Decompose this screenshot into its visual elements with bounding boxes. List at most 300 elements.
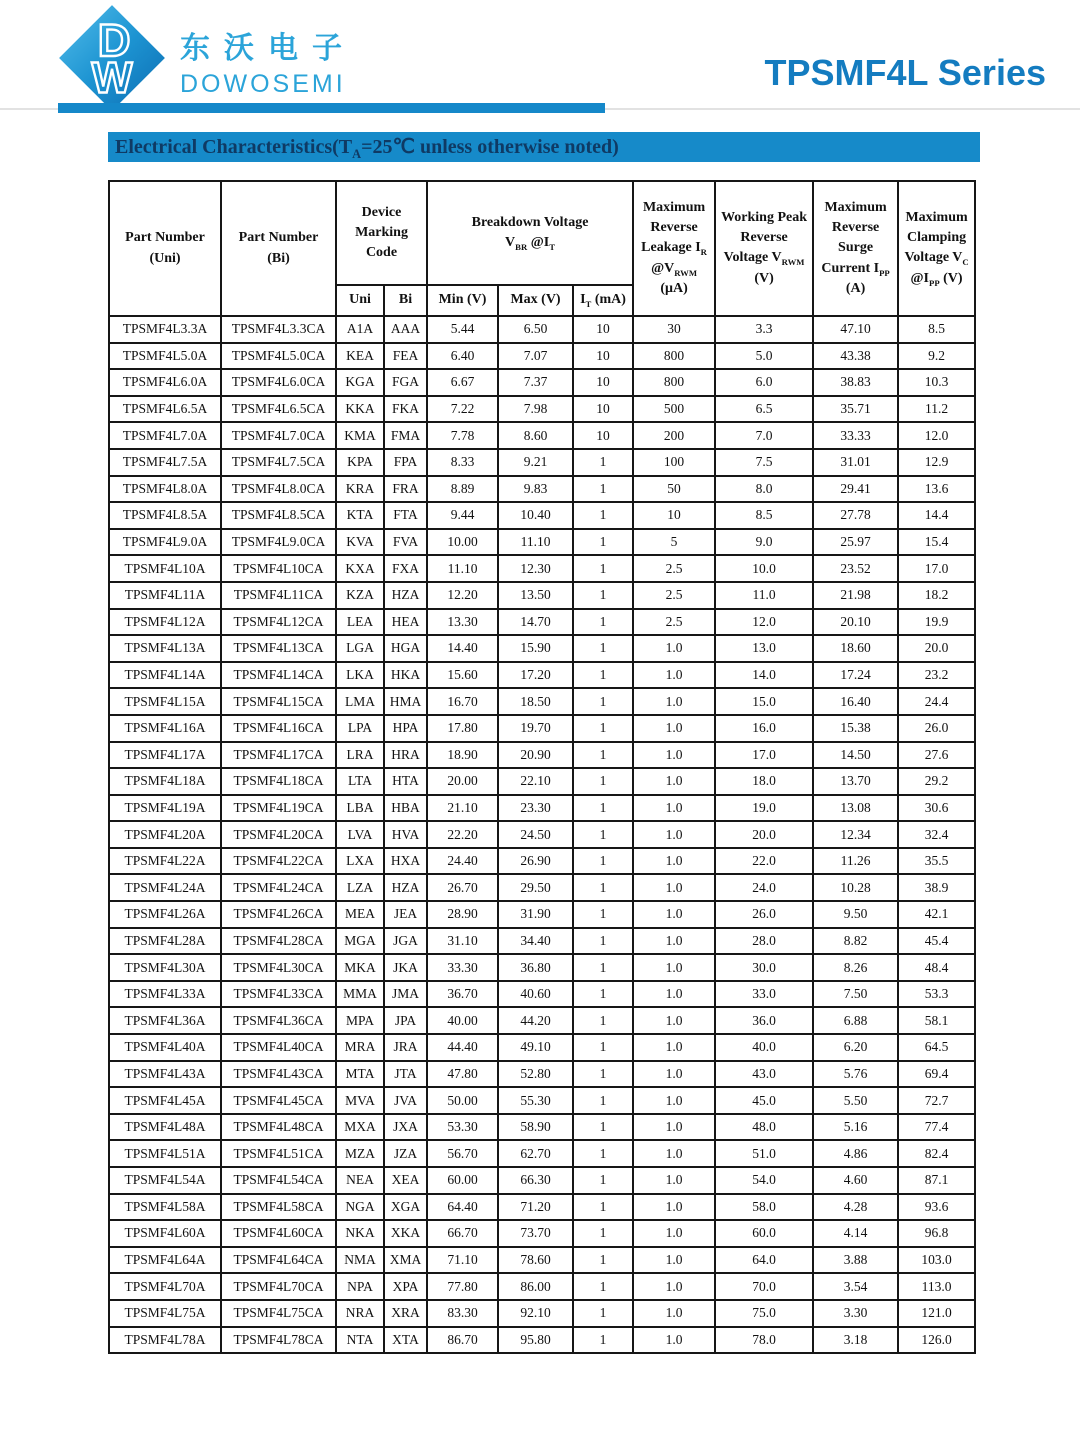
cell-ir-leakage: 1.0 (633, 1034, 715, 1061)
cell-ipp-surge: 3.54 (813, 1273, 898, 1300)
subcol-header-it-ma: $I_T$ (mA) (573, 285, 633, 316)
cell-vrwm: 64.0 (715, 1247, 813, 1274)
cell-vbr-min: 36.70 (427, 981, 498, 1008)
cell-vc-clamping: 23.2 (898, 662, 975, 689)
cell-ir-leakage: 1.0 (633, 688, 715, 715)
cell-marking-uni: MGA (336, 928, 384, 955)
cell-ir-leakage: 1.0 (633, 1167, 715, 1194)
logo-letter-w: W (91, 54, 133, 103)
cell-ir-leakage: 800 (633, 343, 715, 370)
table-row (109, 1061, 975, 1088)
cell-ipp-surge: 6.88 (813, 1007, 898, 1034)
cell-vbr-max: 15.90 (498, 635, 573, 662)
cell-vc-clamping: 69.4 (898, 1061, 975, 1088)
cell-marking-uni: MZA (336, 1140, 384, 1167)
table-row (109, 768, 975, 795)
cell-part-number-uni: TPSMF4L54A (109, 1167, 221, 1194)
cell-vbr-min: 53.30 (427, 1114, 498, 1141)
cell-marking-uni: A1A (336, 316, 384, 343)
cell-vc-clamping: 42.1 (898, 901, 975, 928)
cell-vbr-min: 28.90 (427, 901, 498, 928)
cell-vrwm: 10.0 (715, 555, 813, 582)
cell-marking-bi: XMA (384, 1247, 427, 1274)
cell-vbr-min: 13.30 (427, 609, 498, 636)
cell-vbr-min: 20.00 (427, 768, 498, 795)
cell-vbr-max: 24.50 (498, 821, 573, 848)
cell-ir-leakage: 800 (633, 369, 715, 396)
cell-vbr-max: 86.00 (498, 1273, 573, 1300)
subcol-header-marking-bi: Bi (384, 285, 427, 316)
cell-it-ma: 1 (573, 1034, 633, 1061)
cell-ir-leakage: 2.5 (633, 609, 715, 636)
cell-ir-leakage: 1.0 (633, 742, 715, 769)
cell-vbr-max: 62.70 (498, 1140, 573, 1167)
cell-vc-clamping: 17.0 (898, 555, 975, 582)
cell-vc-clamping: 58.1 (898, 1007, 975, 1034)
table-row (109, 1167, 975, 1194)
cell-vrwm: 11.0 (715, 582, 813, 609)
cell-vbr-max: 19.70 (498, 715, 573, 742)
cell-part-number-uni: TPSMF4L12A (109, 609, 221, 636)
cell-vrwm: 6.0 (715, 369, 813, 396)
cell-ipp-surge: 5.50 (813, 1087, 898, 1114)
cell-ipp-surge: 3.18 (813, 1327, 898, 1354)
cell-vbr-min: 60.00 (427, 1167, 498, 1194)
cell-ipp-surge: 8.82 (813, 928, 898, 955)
cell-it-ma: 10 (573, 343, 633, 370)
cell-it-ma: 1 (573, 1273, 633, 1300)
cell-part-number-bi: TPSMF4L19CA (221, 795, 336, 822)
cell-marking-uni: LRA (336, 742, 384, 769)
cell-marking-bi: XTA (384, 1327, 427, 1354)
cell-part-number-uni: TPSMF4L33A (109, 981, 221, 1008)
cell-vrwm: 6.5 (715, 396, 813, 423)
cell-it-ma: 1 (573, 954, 633, 981)
cell-vbr-max: 55.30 (498, 1087, 573, 1114)
cell-part-number-bi: TPSMF4L33CA (221, 981, 336, 1008)
cell-marking-uni: MXA (336, 1114, 384, 1141)
cell-ipp-surge: 4.86 (813, 1140, 898, 1167)
cell-part-number-bi: TPSMF4L12CA (221, 609, 336, 636)
cell-ir-leakage: 200 (633, 422, 715, 449)
cell-marking-uni: LKA (336, 662, 384, 689)
table-row (109, 662, 975, 689)
cell-marking-uni: KEA (336, 343, 384, 370)
cell-marking-uni: MKA (336, 954, 384, 981)
cell-ipp-surge: 33.33 (813, 422, 898, 449)
cell-vbr-min: 8.89 (427, 476, 498, 503)
cell-marking-uni: KMA (336, 422, 384, 449)
cell-marking-bi: FGA (384, 369, 427, 396)
cell-part-number-bi: TPSMF4L5.0CA (221, 343, 336, 370)
cell-marking-bi: FVA (384, 529, 427, 556)
cell-vc-clamping: 121.0 (898, 1300, 975, 1327)
cell-part-number-uni: TPSMF4L60A (109, 1220, 221, 1247)
table-row (109, 742, 975, 769)
cell-part-number-bi: TPSMF4L16CA (221, 715, 336, 742)
cell-part-number-uni: TPSMF4L20A (109, 821, 221, 848)
cell-vbr-max: 26.90 (498, 848, 573, 875)
cell-vrwm: 13.0 (715, 635, 813, 662)
cell-part-number-bi: TPSMF4L17CA (221, 742, 336, 769)
cell-vbr-max: 12.30 (498, 555, 573, 582)
cell-vrwm: 48.0 (715, 1114, 813, 1141)
cell-part-number-bi: TPSMF4L64CA (221, 1247, 336, 1274)
cell-marking-uni: NEA (336, 1167, 384, 1194)
cell-vc-clamping: 13.6 (898, 476, 975, 503)
cell-part-number-uni: TPSMF4L14A (109, 662, 221, 689)
cell-part-number-uni: TPSMF4L6.5A (109, 396, 221, 423)
cell-vbr-max: 73.70 (498, 1220, 573, 1247)
cell-vc-clamping: 24.4 (898, 688, 975, 715)
cell-part-number-uni: TPSMF4L13A (109, 635, 221, 662)
cell-vbr-min: 47.80 (427, 1061, 498, 1088)
cell-vbr-min: 33.30 (427, 954, 498, 981)
cell-ir-leakage: 1.0 (633, 1327, 715, 1354)
cell-vbr-max: 17.20 (498, 662, 573, 689)
cell-marking-bi: HKA (384, 662, 427, 689)
cell-ipp-surge: 12.34 (813, 821, 898, 848)
cell-part-number-bi: TPSMF4L54CA (221, 1167, 336, 1194)
cell-part-number-bi: TPSMF4L48CA (221, 1114, 336, 1141)
cell-vbr-min: 16.70 (427, 688, 498, 715)
cell-it-ma: 1 (573, 688, 633, 715)
cell-marking-uni: NMA (336, 1247, 384, 1274)
cell-it-ma: 1 (573, 609, 633, 636)
cell-marking-bi: HTA (384, 768, 427, 795)
cell-ipp-surge: 15.38 (813, 715, 898, 742)
cell-part-number-uni: TPSMF4L26A (109, 901, 221, 928)
cell-vbr-min: 15.60 (427, 662, 498, 689)
cell-vbr-max: 9.21 (498, 449, 573, 476)
cell-vbr-max: 49.10 (498, 1034, 573, 1061)
cell-vrwm: 8.0 (715, 476, 813, 503)
cell-it-ma: 1 (573, 848, 633, 875)
cell-marking-bi: FRA (384, 476, 427, 503)
cell-part-number-uni: TPSMF4L30A (109, 954, 221, 981)
cell-it-ma: 1 (573, 1327, 633, 1354)
table-row (109, 502, 975, 529)
cell-marking-bi: JMA (384, 981, 427, 1008)
series-title: TPSMF4L Series (764, 52, 1046, 93)
cell-marking-uni: LXA (336, 848, 384, 875)
cell-part-number-uni: TPSMF4L40A (109, 1034, 221, 1061)
cell-marking-bi: HVA (384, 821, 427, 848)
col-header-working-peak-voltage: Working Peak Reverse Voltage $V_{RWM}$ (V) (715, 181, 813, 316)
cell-marking-uni: KGA (336, 369, 384, 396)
col-header-part-number-uni: Part Number (Uni) (109, 181, 221, 316)
cell-part-number-uni: TPSMF4L10A (109, 555, 221, 582)
cell-marking-bi: JTA (384, 1061, 427, 1088)
subcol-header-max-v: Max (V) (498, 285, 573, 316)
cell-part-number-bi: TPSMF4L10CA (221, 555, 336, 582)
cell-marking-bi: JEA (384, 901, 427, 928)
cell-part-number-bi: TPSMF4L30CA (221, 954, 336, 981)
cell-ir-leakage: 1.0 (633, 635, 715, 662)
cell-ipp-surge: 4.60 (813, 1167, 898, 1194)
logo-letter-d: D (97, 14, 131, 66)
cell-ipp-surge: 4.14 (813, 1220, 898, 1247)
cell-ipp-surge: 9.50 (813, 901, 898, 928)
cell-it-ma: 1 (573, 1167, 633, 1194)
cell-ipp-surge: 10.28 (813, 874, 898, 901)
col-header-breakdown-voltage: Breakdown Voltage $V_{BR}$ $@I_T$ (427, 181, 633, 285)
cell-marking-uni: MRA (336, 1034, 384, 1061)
cell-it-ma: 1 (573, 449, 633, 476)
cell-marking-bi: JZA (384, 1140, 427, 1167)
table-row (109, 1327, 975, 1354)
cell-it-ma: 1 (573, 662, 633, 689)
cell-it-ma: 1 (573, 1194, 633, 1221)
cell-vc-clamping: 77.4 (898, 1114, 975, 1141)
table-row (109, 476, 975, 503)
cell-marking-uni: LZA (336, 874, 384, 901)
cell-marking-bi: JPA (384, 1007, 427, 1034)
cell-ipp-surge: 4.28 (813, 1194, 898, 1221)
cell-marking-bi: HEA (384, 609, 427, 636)
cell-marking-bi: JVA (384, 1087, 427, 1114)
dowosemi-logo-icon (58, 4, 166, 112)
cell-part-number-bi: TPSMF4L70CA (221, 1273, 336, 1300)
company-name-cn: 东沃电子 (180, 32, 356, 65)
table-row (109, 715, 975, 742)
table-row (109, 795, 975, 822)
table-row (109, 396, 975, 423)
cell-it-ma: 1 (573, 821, 633, 848)
cell-vbr-max: 34.40 (498, 928, 573, 955)
cell-ipp-surge: 5.16 (813, 1114, 898, 1141)
cell-part-number-uni: TPSMF4L36A (109, 1007, 221, 1034)
cell-vrwm: 14.0 (715, 662, 813, 689)
subcol-header-min-v: Min (V) (427, 285, 498, 316)
cell-vbr-min: 24.40 (427, 848, 498, 875)
cell-marking-bi: FXA (384, 555, 427, 582)
cell-it-ma: 1 (573, 901, 633, 928)
cell-part-number-uni: TPSMF4L7.0A (109, 422, 221, 449)
cell-marking-uni: NPA (336, 1273, 384, 1300)
brand-header (58, 4, 356, 112)
cell-vbr-max: 40.60 (498, 981, 573, 1008)
cell-marking-bi: HMA (384, 688, 427, 715)
cell-part-number-uni: TPSMF4L9.0A (109, 529, 221, 556)
cell-vrwm: 24.0 (715, 874, 813, 901)
cell-part-number-bi: TPSMF4L26CA (221, 901, 336, 928)
cell-part-number-bi: TPSMF4L60CA (221, 1220, 336, 1247)
cell-part-number-bi: TPSMF4L9.0CA (221, 529, 336, 556)
cell-vc-clamping: 26.0 (898, 715, 975, 742)
cell-vbr-min: 56.70 (427, 1140, 498, 1167)
cell-ir-leakage: 1.0 (633, 981, 715, 1008)
cell-it-ma: 1 (573, 928, 633, 955)
cell-part-number-uni: TPSMF4L24A (109, 874, 221, 901)
cell-vrwm: 51.0 (715, 1140, 813, 1167)
cell-ipp-surge: 43.38 (813, 343, 898, 370)
cell-part-number-bi: TPSMF4L14CA (221, 662, 336, 689)
cell-vc-clamping: 45.4 (898, 928, 975, 955)
cell-vc-clamping: 30.6 (898, 795, 975, 822)
header-divider-accent-bar (58, 103, 605, 113)
cell-part-number-uni: TPSMF4L8.5A (109, 502, 221, 529)
cell-ipp-surge: 18.60 (813, 635, 898, 662)
cell-marking-uni: KTA (336, 502, 384, 529)
cell-part-number-uni: TPSMF4L28A (109, 928, 221, 955)
cell-part-number-bi: TPSMF4L7.5CA (221, 449, 336, 476)
cell-vc-clamping: 10.3 (898, 369, 975, 396)
col-header-device-marking-code: Device Marking Code (336, 181, 427, 285)
cell-vbr-max: 10.40 (498, 502, 573, 529)
cell-marking-bi: HRA (384, 742, 427, 769)
cell-vc-clamping: 53.3 (898, 981, 975, 1008)
cell-ipp-surge: 8.26 (813, 954, 898, 981)
cell-vbr-min: 10.00 (427, 529, 498, 556)
cell-ir-leakage: 1.0 (633, 1300, 715, 1327)
cell-vbr-min: 7.78 (427, 422, 498, 449)
table-row (109, 1273, 975, 1300)
cell-ir-leakage: 2.5 (633, 555, 715, 582)
cell-it-ma: 1 (573, 1300, 633, 1327)
cell-marking-uni: KRA (336, 476, 384, 503)
table-row (109, 688, 975, 715)
cell-ir-leakage: 1.0 (633, 1273, 715, 1300)
cell-vc-clamping: 64.5 (898, 1034, 975, 1061)
cell-ipp-surge: 5.76 (813, 1061, 898, 1088)
cell-part-number-uni: TPSMF4L45A (109, 1087, 221, 1114)
table-row (109, 582, 975, 609)
cell-marking-uni: NGA (336, 1194, 384, 1221)
cell-marking-bi: XEA (384, 1167, 427, 1194)
cell-marking-bi: FMA (384, 422, 427, 449)
cell-ir-leakage: 1.0 (633, 1194, 715, 1221)
cell-it-ma: 10 (573, 396, 633, 423)
cell-part-number-bi: TPSMF4L11CA (221, 582, 336, 609)
cell-vc-clamping: 15.4 (898, 529, 975, 556)
table-header-row-1 (109, 181, 975, 285)
cell-part-number-uni: TPSMF4L6.0A (109, 369, 221, 396)
cell-vc-clamping: 93.6 (898, 1194, 975, 1221)
cell-vrwm: 3.3 (715, 316, 813, 343)
cell-ipp-surge: 17.24 (813, 662, 898, 689)
cell-vc-clamping: 11.2 (898, 396, 975, 423)
cell-it-ma: 1 (573, 768, 633, 795)
table-row (109, 821, 975, 848)
col-header-clamping-voltage: Maximum Clamping Voltage $V_C$ $@I_{PP}$ (V) (898, 181, 975, 316)
cell-marking-bi: FEA (384, 343, 427, 370)
cell-marking-uni: KPA (336, 449, 384, 476)
cell-vbr-min: 17.80 (427, 715, 498, 742)
cell-part-number-bi: TPSMF4L20CA (221, 821, 336, 848)
cell-vrwm: 7.5 (715, 449, 813, 476)
cell-vrwm: 26.0 (715, 901, 813, 928)
cell-marking-bi: XGA (384, 1194, 427, 1221)
cell-marking-bi: HZA (384, 874, 427, 901)
cell-ipp-surge: 3.30 (813, 1300, 898, 1327)
table-row (109, 848, 975, 875)
cell-ipp-surge: 20.10 (813, 609, 898, 636)
cell-part-number-bi: TPSMF4L78CA (221, 1327, 336, 1354)
cell-part-number-uni: TPSMF4L78A (109, 1327, 221, 1354)
cell-vrwm: 12.0 (715, 609, 813, 636)
cell-marking-uni: KVA (336, 529, 384, 556)
cell-ir-leakage: 5 (633, 529, 715, 556)
table-body (109, 316, 975, 1353)
cell-part-number-bi: TPSMF4L13CA (221, 635, 336, 662)
cell-it-ma: 1 (573, 1114, 633, 1141)
cell-part-number-uni: TPSMF4L51A (109, 1140, 221, 1167)
col-header-surge-current: Maximum Reverse Surge Current $I_{PP}$ (A) (813, 181, 898, 316)
cell-marking-bi: HZA (384, 582, 427, 609)
cell-marking-bi: HGA (384, 635, 427, 662)
cell-part-number-uni: TPSMF4L22A (109, 848, 221, 875)
cell-it-ma: 1 (573, 635, 633, 662)
cell-vbr-min: 22.20 (427, 821, 498, 848)
cell-marking-uni: LMA (336, 688, 384, 715)
cell-vbr-min: 83.30 (427, 1300, 498, 1327)
cell-vrwm: 40.0 (715, 1034, 813, 1061)
cell-marking-bi: HPA (384, 715, 427, 742)
cell-vbr-max: 36.80 (498, 954, 573, 981)
cell-vbr-max: 7.07 (498, 343, 573, 370)
table-row (109, 609, 975, 636)
cell-it-ma: 1 (573, 1220, 633, 1247)
cell-vrwm: 15.0 (715, 688, 813, 715)
cell-part-number-bi: TPSMF4L8.5CA (221, 502, 336, 529)
cell-vbr-min: 26.70 (427, 874, 498, 901)
cell-part-number-bi: TPSMF4L6.0CA (221, 369, 336, 396)
table-row (109, 1114, 975, 1141)
cell-ir-leakage: 1.0 (633, 1220, 715, 1247)
table-row (109, 555, 975, 582)
cell-ir-leakage: 500 (633, 396, 715, 423)
cell-vbr-min: 44.40 (427, 1034, 498, 1061)
cell-ir-leakage: 1.0 (633, 1061, 715, 1088)
cell-part-number-uni: TPSMF4L7.5A (109, 449, 221, 476)
cell-ir-leakage: 2.5 (633, 582, 715, 609)
cell-vc-clamping: 96.8 (898, 1220, 975, 1247)
cell-vc-clamping: 12.0 (898, 422, 975, 449)
cell-part-number-bi: TPSMF4L28CA (221, 928, 336, 955)
cell-vc-clamping: 8.5 (898, 316, 975, 343)
cell-vc-clamping: 103.0 (898, 1247, 975, 1274)
cell-part-number-bi: TPSMF4L51CA (221, 1140, 336, 1167)
cell-part-number-uni: TPSMF4L70A (109, 1273, 221, 1300)
cell-vrwm: 60.0 (715, 1220, 813, 1247)
table-row (109, 369, 975, 396)
cell-vbr-min: 66.70 (427, 1220, 498, 1247)
cell-ipp-surge: 6.20 (813, 1034, 898, 1061)
cell-marking-uni: LEA (336, 609, 384, 636)
cell-vbr-min: 64.40 (427, 1194, 498, 1221)
cell-vbr-min: 31.10 (427, 928, 498, 955)
cell-vc-clamping: 87.1 (898, 1167, 975, 1194)
cell-marking-bi: XRA (384, 1300, 427, 1327)
cell-it-ma: 1 (573, 795, 633, 822)
table-row (109, 981, 975, 1008)
cell-vbr-max: 6.50 (498, 316, 573, 343)
cell-part-number-uni: TPSMF4L3.3A (109, 316, 221, 343)
cell-vbr-max: 71.20 (498, 1194, 573, 1221)
cell-part-number-uni: TPSMF4L58A (109, 1194, 221, 1221)
cell-ipp-surge: 38.83 (813, 369, 898, 396)
cell-part-number-uni: TPSMF4L16A (109, 715, 221, 742)
cell-vc-clamping: 32.4 (898, 821, 975, 848)
cell-vc-clamping: 113.0 (898, 1273, 975, 1300)
cell-vrwm: 8.5 (715, 502, 813, 529)
cell-vc-clamping: 18.2 (898, 582, 975, 609)
cell-vbr-min: 8.33 (427, 449, 498, 476)
table-row (109, 422, 975, 449)
cell-vrwm: 75.0 (715, 1300, 813, 1327)
cell-vbr-max: 8.60 (498, 422, 573, 449)
